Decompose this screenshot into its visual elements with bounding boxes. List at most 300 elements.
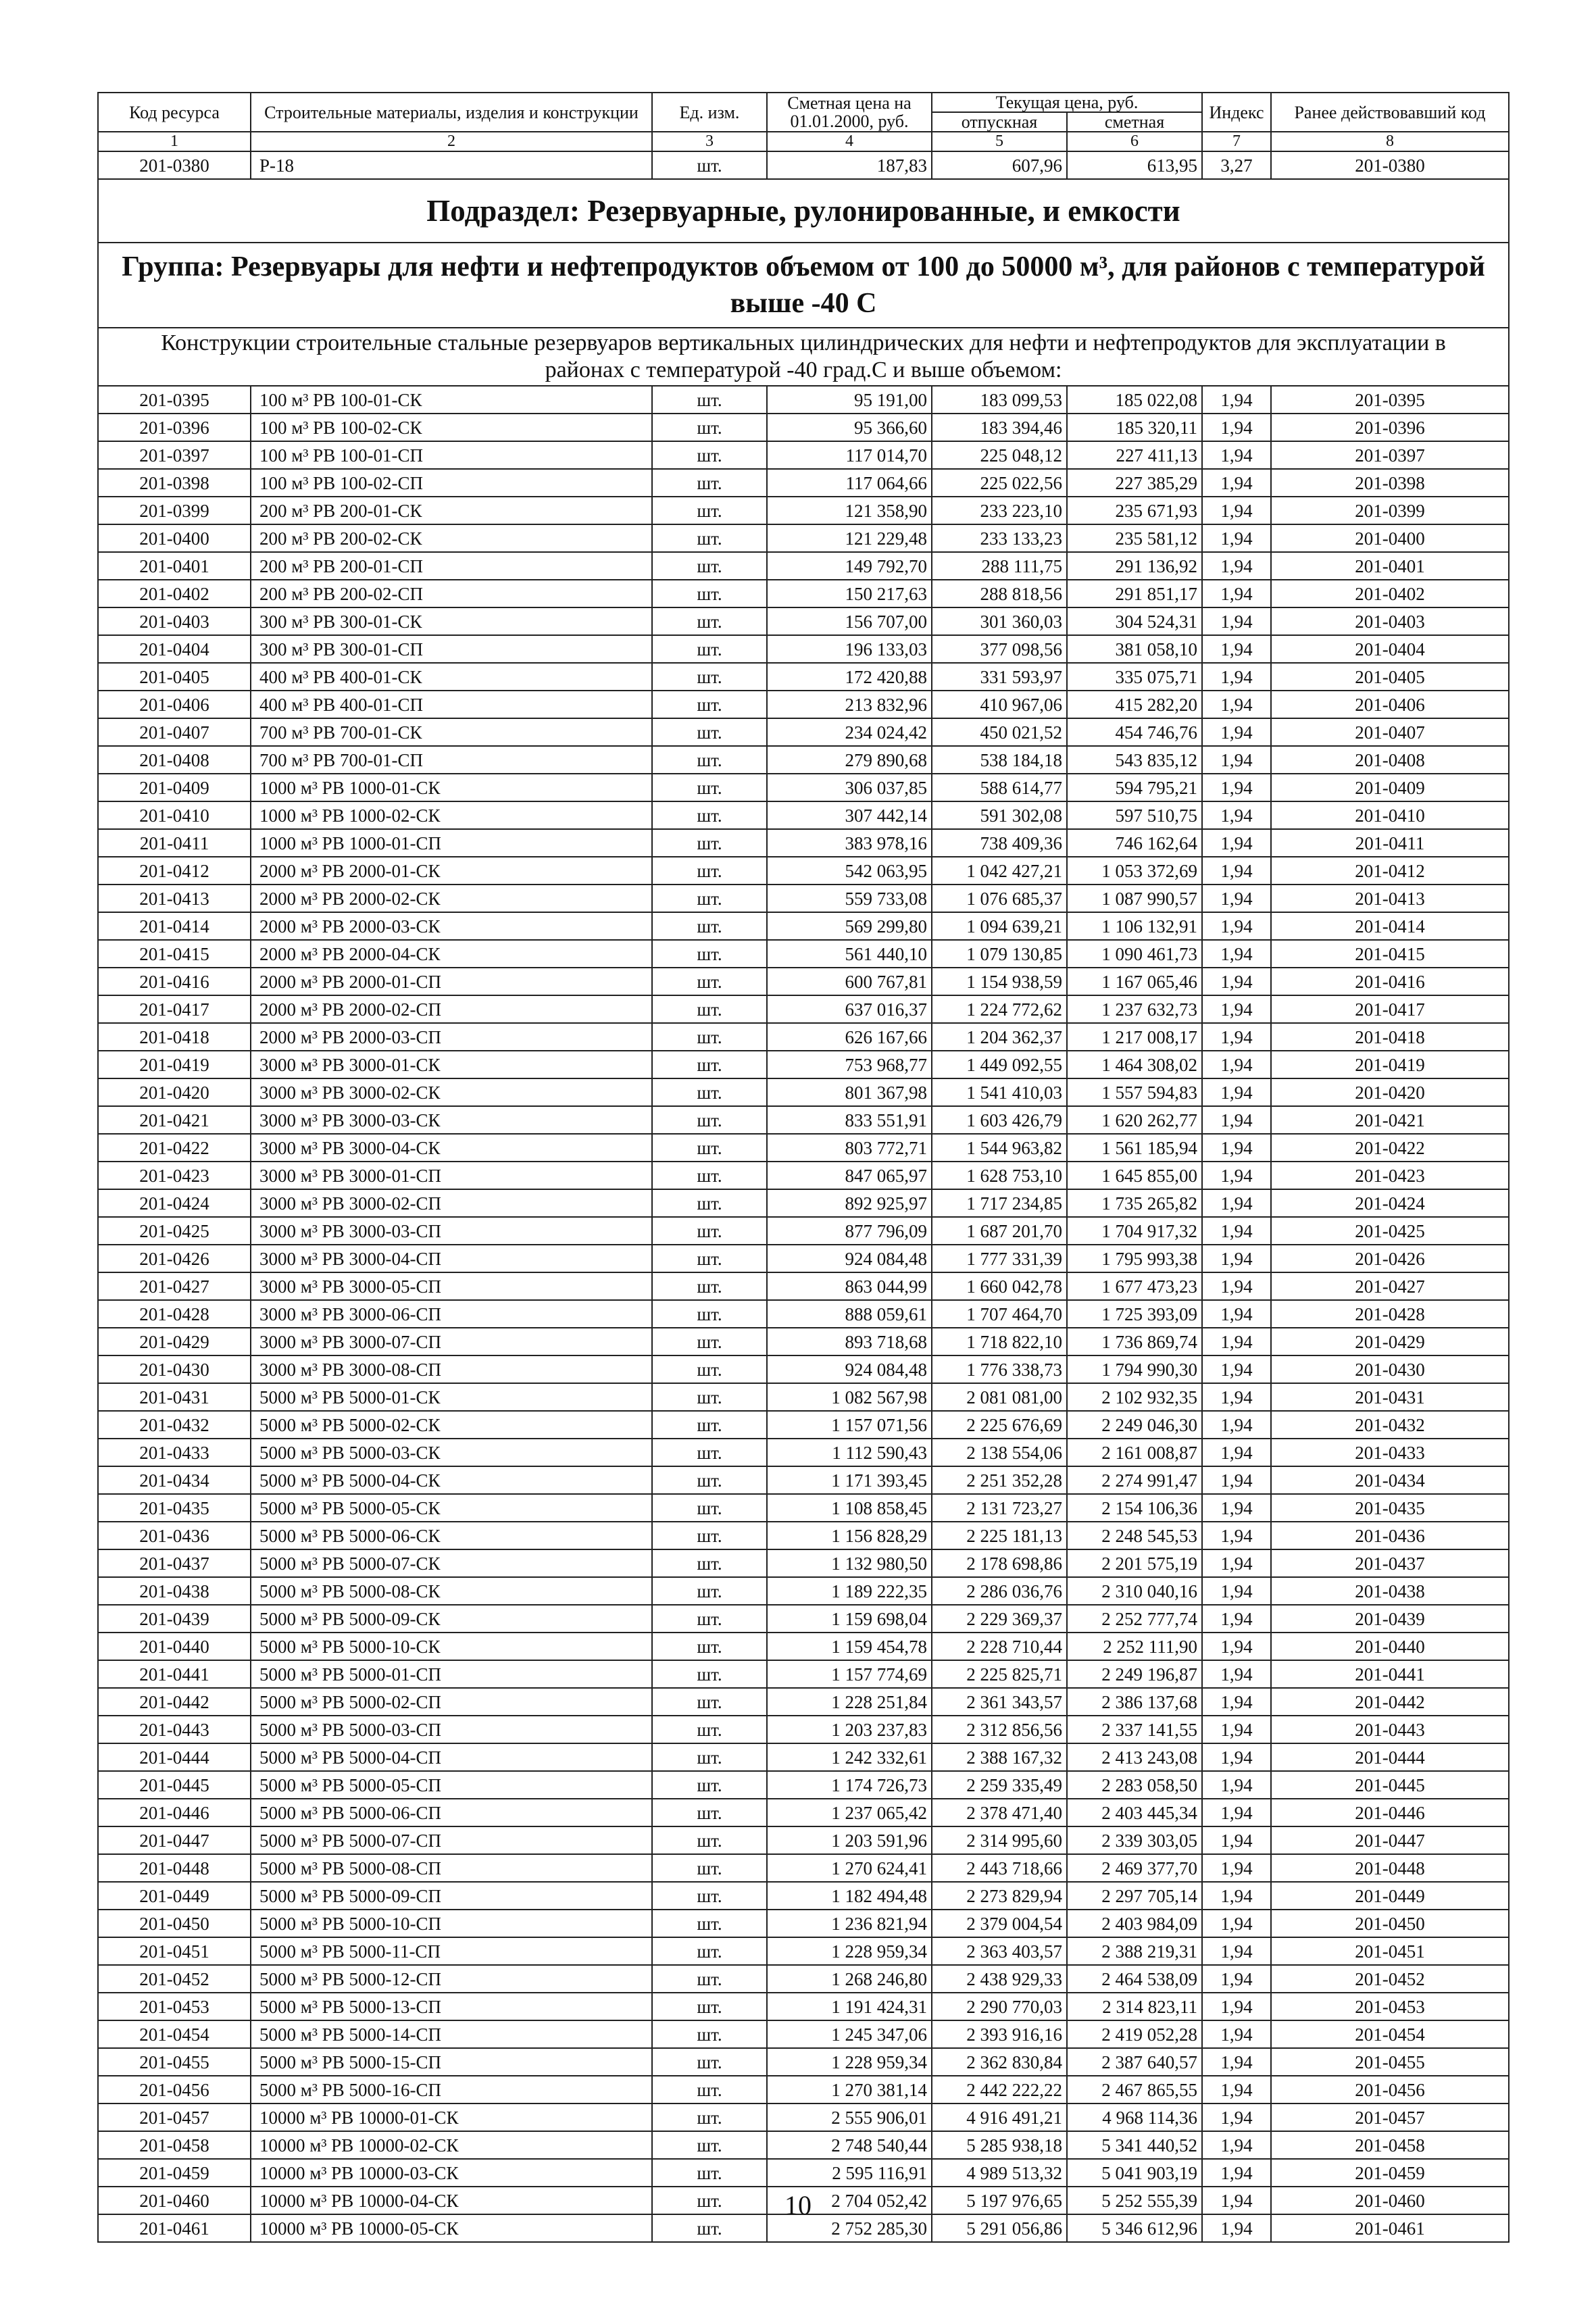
estimate-price: 543 835,12 [1067,746,1202,774]
unit: шт. [652,1577,767,1605]
resource-code: 201-0447 [98,1826,251,1854]
previous-code: 201-0403 [1271,607,1509,635]
table-row [98,2131,1509,2159]
base-price: 877 796,09 [767,1217,932,1245]
wholesale-price: 2 379 004,54 [932,1910,1067,1937]
index-value: 1,94 [1202,1494,1271,1522]
wholesale-price: 738 409,36 [932,829,1067,857]
wholesale-price: 1 204 362,37 [932,1023,1067,1051]
wholesale-price: 2 131 723,27 [932,1494,1067,1522]
previous-code: 201-0444 [1271,1743,1509,1771]
base-price: 626 167,66 [767,1023,932,1051]
item-name: 5000 м³ РВ 5000-13-СП [251,1993,652,2020]
resource-code: 201-0404 [98,635,251,663]
unit: шт. [652,885,767,912]
column-number-row [98,132,1509,151]
item-name: 700 м³ РВ 700-01-СП [251,746,652,774]
item-name: 5000 м³ РВ 5000-06-СК [251,1522,652,1549]
wholesale-price: 2 229 369,37 [932,1605,1067,1633]
unit: шт. [652,1743,767,1771]
unit: шт. [652,1328,767,1355]
table-row [98,857,1509,885]
estimate-price: 746 162,64 [1067,829,1202,857]
base-price: 117 014,70 [767,441,932,469]
index-value: 1,94 [1202,2159,1271,2187]
wholesale-price: 2 314 995,60 [932,1826,1067,1854]
resource-code: 201-0441 [98,1660,251,1688]
unit: шт. [652,1439,767,1466]
base-price: 1 156 828,29 [767,1522,932,1549]
wholesale-price: 2 438 929,33 [932,1965,1067,1993]
resource-code: 201-0458 [98,2131,251,2159]
group-row [98,243,1509,328]
previous-code: 201-0442 [1271,1688,1509,1716]
table-row [98,2048,1509,2076]
wholesale-price: 2 081 081,00 [932,1383,1067,1411]
base-price: 1 268 246,80 [767,1965,932,1993]
index-value: 1,94 [1202,968,1271,995]
table-row [98,1078,1509,1106]
index-value: 1,94 [1202,1826,1271,1854]
unit: шт. [652,441,767,469]
item-name: 5000 м³ РВ 5000-03-СП [251,1716,652,1743]
estimate-price: 1 704 917,32 [1067,1217,1202,1245]
item-name: 5000 м³ РВ 5000-07-СК [251,1549,652,1577]
item-name: 2000 м³ РВ 2000-03-СП [251,1023,652,1051]
index-value: 1,94 [1202,1383,1271,1411]
previous-code: 201-0400 [1271,524,1509,552]
resource-code: 201-0452 [98,1965,251,1993]
index-value: 1,94 [1202,940,1271,968]
base-price: 892 925,97 [767,1189,932,1217]
table-row [98,607,1509,635]
index-value: 1,94 [1202,1716,1271,1743]
base-price: 753 968,77 [767,1051,932,1078]
section-row [98,179,1509,243]
item-name: 2000 м³ РВ 2000-01-СК [251,857,652,885]
wholesale-price: 2 393 916,16 [932,2020,1067,2048]
previous-code: 201-0401 [1271,552,1509,580]
table-row [98,524,1509,552]
previous-code: 201-0450 [1271,1910,1509,1937]
wholesale-price: 450 021,52 [932,718,1067,746]
item-name: 200 м³ РВ 200-01-СП [251,552,652,580]
wholesale-price: 1 687 201,70 [932,1217,1067,1245]
wholesale-price: 1 628 753,10 [932,1162,1067,1189]
estimate-price: 2 102 932,35 [1067,1383,1202,1411]
table-row [98,1605,1509,1633]
resource-code: 201-0455 [98,2048,251,2076]
estimate-price: 2 403 984,09 [1067,1910,1202,1937]
item-name: 400 м³ РВ 400-01-СП [251,691,652,718]
index-value: 1,94 [1202,1965,1271,1993]
estimate-price: 2 248 545,53 [1067,1522,1202,1549]
previous-code: 201-0451 [1271,1937,1509,1965]
column-number: 8 [1271,132,1509,151]
estimate-price: 235 671,93 [1067,497,1202,524]
page-number: 10 [784,2190,812,2220]
previous-code: 201-0443 [1271,1716,1509,1743]
resource-code: 201-0443 [98,1716,251,1743]
base-price: 2 704 052,42 [767,2187,932,2214]
estimate-price: 415 282,20 [1067,691,1202,718]
item-name: 200 м³ РВ 200-02-СП [251,580,652,607]
unit: шт. [652,1549,767,1577]
wholesale-price: 5 197 976,65 [932,2187,1067,2214]
resource-code: 201-0395 [98,386,251,414]
table-row [98,1051,1509,1078]
index-value: 1,94 [1202,2076,1271,2104]
estimate-price: 1 167 065,46 [1067,968,1202,995]
index-value: 1,94 [1202,1743,1271,1771]
column-number: 7 [1202,132,1271,151]
previous-code: 201-0426 [1271,1245,1509,1272]
previous-code: 201-0447 [1271,1826,1509,1854]
base-price: 2 748 540,44 [767,2131,932,2159]
index-value: 1,94 [1202,829,1271,857]
base-price: 95 366,60 [767,414,932,441]
resource-code: 201-0438 [98,1577,251,1605]
base-price: 1 270 381,14 [767,2076,932,2104]
previous-code: 201-0396 [1271,414,1509,441]
base-price: 117 064,66 [767,469,932,497]
wholesale-price: 301 360,03 [932,607,1067,635]
item-name: 200 м³ РВ 200-01-СК [251,497,652,524]
previous-code: 201-0398 [1271,469,1509,497]
wholesale-price: 1 449 092,55 [932,1051,1067,1078]
estimate-price: 597 510,75 [1067,801,1202,829]
table-row [98,995,1509,1023]
base-price: 893 718,68 [767,1328,932,1355]
previous-code: 201-0455 [1271,2048,1509,2076]
estimate-price: 1 645 855,00 [1067,1162,1202,1189]
estimate-price: 227 385,29 [1067,469,1202,497]
base-price: 1 228 959,34 [767,1937,932,1965]
index-value: 1,94 [1202,857,1271,885]
estimate-price: 2 339 303,05 [1067,1826,1202,1854]
index-value: 1,94 [1202,1328,1271,1355]
item-name: 5000 м³ РВ 5000-01-СП [251,1660,652,1688]
wholesale-price: 1 224 772,62 [932,995,1067,1023]
index-value: 1,94 [1202,912,1271,940]
wholesale-price: 2 442 222,22 [932,2076,1067,2104]
table-row [98,1910,1509,1937]
resource-code: 201-0442 [98,1688,251,1716]
previous-code: 201-0417 [1271,995,1509,1023]
wholesale-price: 183 394,46 [932,414,1067,441]
wholesale-price: 288 818,56 [932,580,1067,607]
base-price: 561 440,10 [767,940,932,968]
column-number: 3 [652,132,767,151]
table-row [98,1937,1509,1965]
unit: шт. [652,2214,767,2242]
previous-code: 201-0459 [1271,2159,1509,2187]
unit: шт. [652,774,767,801]
group-title: Группа: Резервуары для нефти и нефтепродуктов объемом от 100 до 50000 м³, для районов с температурой выше -40 С [98,243,1509,328]
item-name: 1000 м³ РВ 1000-01-СП [251,829,652,857]
resource-code: 201-0396 [98,414,251,441]
table-row [98,1826,1509,1854]
resource-code: 201-0416 [98,968,251,995]
estimate-price: 2 274 991,47 [1067,1466,1202,1494]
resource-code: 201-0450 [98,1910,251,1937]
table-row [98,1688,1509,1716]
base-price: 234 024,42 [767,718,932,746]
header-index: Индекс [1202,93,1271,132]
index-value: 1,94 [1202,1439,1271,1466]
estimate-price: 2 154 106,36 [1067,1494,1202,1522]
previous-code: 201-0406 [1271,691,1509,718]
table-row [98,469,1509,497]
estimate-price: 381 058,10 [1067,635,1202,663]
table-row [98,386,1509,414]
resource-code: 201-0454 [98,2020,251,2048]
estimate-price: 185 320,11 [1067,414,1202,441]
table-row [98,1411,1509,1439]
wholesale-price: 538 184,18 [932,746,1067,774]
previous-code: 201-0448 [1271,1854,1509,1882]
index-value: 1,94 [1202,1245,1271,1272]
previous-code: 201-0395 [1271,386,1509,414]
unit: шт. [652,1217,767,1245]
base-price: 1 108 858,45 [767,1494,932,1522]
unit: шт. [652,2020,767,2048]
estimate-price: 2 413 243,08 [1067,1743,1202,1771]
unit: шт. [652,1799,767,1826]
index-value: 1,94 [1202,1023,1271,1051]
table-row [98,1549,1509,1577]
previous-code: 201-0419 [1271,1051,1509,1078]
wholesale-price: 2 225 181,13 [932,1522,1067,1549]
item-name: 5000 м³ РВ 5000-12-СП [251,1965,652,1993]
base-price: 1 242 332,61 [767,1743,932,1771]
base-price: 569 299,80 [767,912,932,940]
previous-code: 201-0458 [1271,2131,1509,2159]
wholesale-price: 1 777 331,39 [932,1245,1067,1272]
index-value: 1,94 [1202,1522,1271,1549]
index-value: 1,94 [1202,1300,1271,1328]
table-row [98,801,1509,829]
resource-code: 201-0431 [98,1383,251,1411]
previous-code: 201-0380 [1271,151,1509,179]
table-row [98,1466,1509,1494]
description-text: Конструкции строительные стальные резервуаров вертикальных цилиндрических для нефти и нефтепродуктов для эксплуатации в районах с температурой -40 град.С и выше объемом: [98,328,1509,386]
table-row [98,1993,1509,2020]
index-value: 1,94 [1202,386,1271,414]
item-name: 3000 м³ РВ 3000-08-СП [251,1355,652,1383]
table-row [98,2159,1509,2187]
resource-code: 201-0419 [98,1051,251,1078]
unit: шт. [652,497,767,524]
item-name: 3000 м³ РВ 3000-04-СК [251,1134,652,1162]
table-row [98,1577,1509,1605]
index-value: 1,94 [1202,441,1271,469]
unit: шт. [652,607,767,635]
table-row [98,2020,1509,2048]
unit: шт. [652,1494,767,1522]
unit: шт. [652,1078,767,1106]
item-name: 5000 м³ РВ 5000-10-СК [251,1633,652,1660]
table-row [98,2076,1509,2104]
resource-code: 201-0435 [98,1494,251,1522]
wholesale-price: 588 614,77 [932,774,1067,801]
previous-code: 201-0437 [1271,1549,1509,1577]
base-price: 801 367,98 [767,1078,932,1106]
base-price: 2 555 906,01 [767,2104,932,2131]
header-wholesale-price: отпускная [932,112,1067,132]
item-name: 100 м³ РВ 100-02-СП [251,469,652,497]
unit: шт. [652,663,767,691]
table-row [98,1328,1509,1355]
wholesale-price: 1 707 464,70 [932,1300,1067,1328]
item-name: 5000 м³ РВ 5000-03-СК [251,1439,652,1466]
wholesale-price: 1 776 338,73 [932,1355,1067,1383]
estimate-price: 2 310 040,16 [1067,1577,1202,1605]
previous-code: 201-0416 [1271,968,1509,995]
base-price: 1 132 980,50 [767,1549,932,1577]
wholesale-price: 2 290 770,03 [932,1993,1067,2020]
previous-code: 201-0454 [1271,2020,1509,2048]
item-name: 3000 м³ РВ 3000-01-СП [251,1162,652,1189]
unit: шт. [652,912,767,940]
table-row [98,580,1509,607]
table-row [98,1633,1509,1660]
estimate-price: 1 735 265,82 [1067,1189,1202,1217]
estimate-price: 4 968 114,36 [1067,2104,1202,2131]
base-price: 2 595 116,91 [767,2159,932,2187]
estimate-price: 185 022,08 [1067,386,1202,414]
item-name: 5000 м³ РВ 5000-09-СП [251,1882,652,1910]
previous-code: 201-0408 [1271,746,1509,774]
base-price: 1 245 347,06 [767,2020,932,2048]
resource-code: 201-0427 [98,1272,251,1300]
table-row [98,940,1509,968]
item-name: 10000 м³ РВ 10000-02-СК [251,2131,652,2159]
index-value: 1,94 [1202,1411,1271,1439]
table-row [98,1716,1509,1743]
resource-code: 201-0414 [98,912,251,940]
estimate-price: 235 581,12 [1067,524,1202,552]
previous-code: 201-0445 [1271,1771,1509,1799]
base-price: 1 203 237,83 [767,1716,932,1743]
index-value: 1,94 [1202,1162,1271,1189]
unit: шт. [652,718,767,746]
unit: шт. [652,1162,767,1189]
table-row [98,1494,1509,1522]
header-row-1 [98,93,1509,112]
wholesale-price: 233 223,10 [932,497,1067,524]
wholesale-price: 1 094 639,21 [932,912,1067,940]
wholesale-price: 331 593,97 [932,663,1067,691]
column-number: 5 [932,132,1067,151]
wholesale-price: 2 259 335,49 [932,1771,1067,1799]
previous-code: 201-0428 [1271,1300,1509,1328]
item-name: 5000 м³ РВ 5000-15-СП [251,2048,652,2076]
item-name: 5000 м³ РВ 5000-04-СК [251,1466,652,1494]
index-value: 1,94 [1202,1660,1271,1688]
item-name: 1000 м³ РВ 1000-01-СК [251,774,652,801]
previous-code: 201-0399 [1271,497,1509,524]
resource-code: 201-0380 [98,151,251,179]
base-price: 1 112 590,43 [767,1439,932,1466]
item-name: 300 м³ РВ 300-01-СП [251,635,652,663]
base-price: 542 063,95 [767,857,932,885]
resource-code: 201-0453 [98,1993,251,2020]
column-number: 4 [767,132,932,151]
wholesale-price: 2 225 676,69 [932,1411,1067,1439]
table-row [98,968,1509,995]
unit: шт. [652,2048,767,2076]
index-value: 1,94 [1202,1051,1271,1078]
base-price: 307 442,14 [767,801,932,829]
item-name: 2000 м³ РВ 2000-01-СП [251,968,652,995]
wholesale-price: 2 312 856,56 [932,1716,1067,1743]
item-name: 3000 м³ РВ 3000-03-СК [251,1106,652,1134]
wholesale-price: 2 363 403,57 [932,1937,1067,1965]
estimate-price: 335 075,71 [1067,663,1202,691]
base-price: 1 082 567,98 [767,1383,932,1411]
estimate-price: 1 053 372,69 [1067,857,1202,885]
estimate-price: 1 795 993,38 [1067,1245,1202,1272]
unit: шт. [652,1051,767,1078]
table-row [98,1023,1509,1051]
resource-code: 201-0407 [98,718,251,746]
item-name: 5000 м³ РВ 5000-02-СК [251,1411,652,1439]
estimate-price: 1 561 185,94 [1067,1134,1202,1162]
wholesale-price: 410 967,06 [932,691,1067,718]
wholesale-price: 1 042 427,21 [932,857,1067,885]
table-row [98,552,1509,580]
table-row [98,885,1509,912]
table-row [98,441,1509,469]
unit: шт. [652,1272,767,1300]
resource-code: 201-0398 [98,469,251,497]
base-price: 833 551,91 [767,1106,932,1134]
index-value: 1,94 [1202,2214,1271,2242]
resource-code: 201-0401 [98,552,251,580]
wholesale-price: 1 660 042,78 [932,1272,1067,1300]
index-value: 3,27 [1202,151,1271,179]
previous-code: 201-0413 [1271,885,1509,912]
item-name: 100 м³ РВ 100-02-СК [251,414,652,441]
unit: шт. [652,1106,767,1134]
table-row [98,151,1509,179]
estimate-price: 2 419 052,28 [1067,2020,1202,2048]
wholesale-price: 1 544 963,82 [932,1134,1067,1162]
estimate-price: 2 403 445,34 [1067,1799,1202,1826]
table-row [98,1439,1509,1466]
estimate-price: 227 411,13 [1067,441,1202,469]
resource-code: 201-0444 [98,1743,251,1771]
estimate-price: 1 620 262,77 [1067,1106,1202,1134]
unit: шт. [652,1633,767,1660]
estimate-price: 2 161 008,87 [1067,1439,1202,1466]
index-value: 1,94 [1202,801,1271,829]
estimate-price: 1 725 393,09 [1067,1300,1202,1328]
previous-code: 201-0422 [1271,1134,1509,1162]
estimate-price: 291 851,17 [1067,580,1202,607]
previous-code: 201-0460 [1271,2187,1509,2214]
item-name: 1000 м³ РВ 1000-02-СК [251,801,652,829]
item-name: 3000 м³ РВ 3000-04-СП [251,1245,652,1272]
unit: шт. [652,2104,767,2131]
base-price: 121 358,90 [767,497,932,524]
previous-code: 201-0432 [1271,1411,1509,1439]
index-value: 1,94 [1202,1910,1271,1937]
estimate-price: 2 388 219,31 [1067,1937,1202,1965]
item-name: 2000 м³ РВ 2000-04-СК [251,940,652,968]
unit: шт. [652,1134,767,1162]
